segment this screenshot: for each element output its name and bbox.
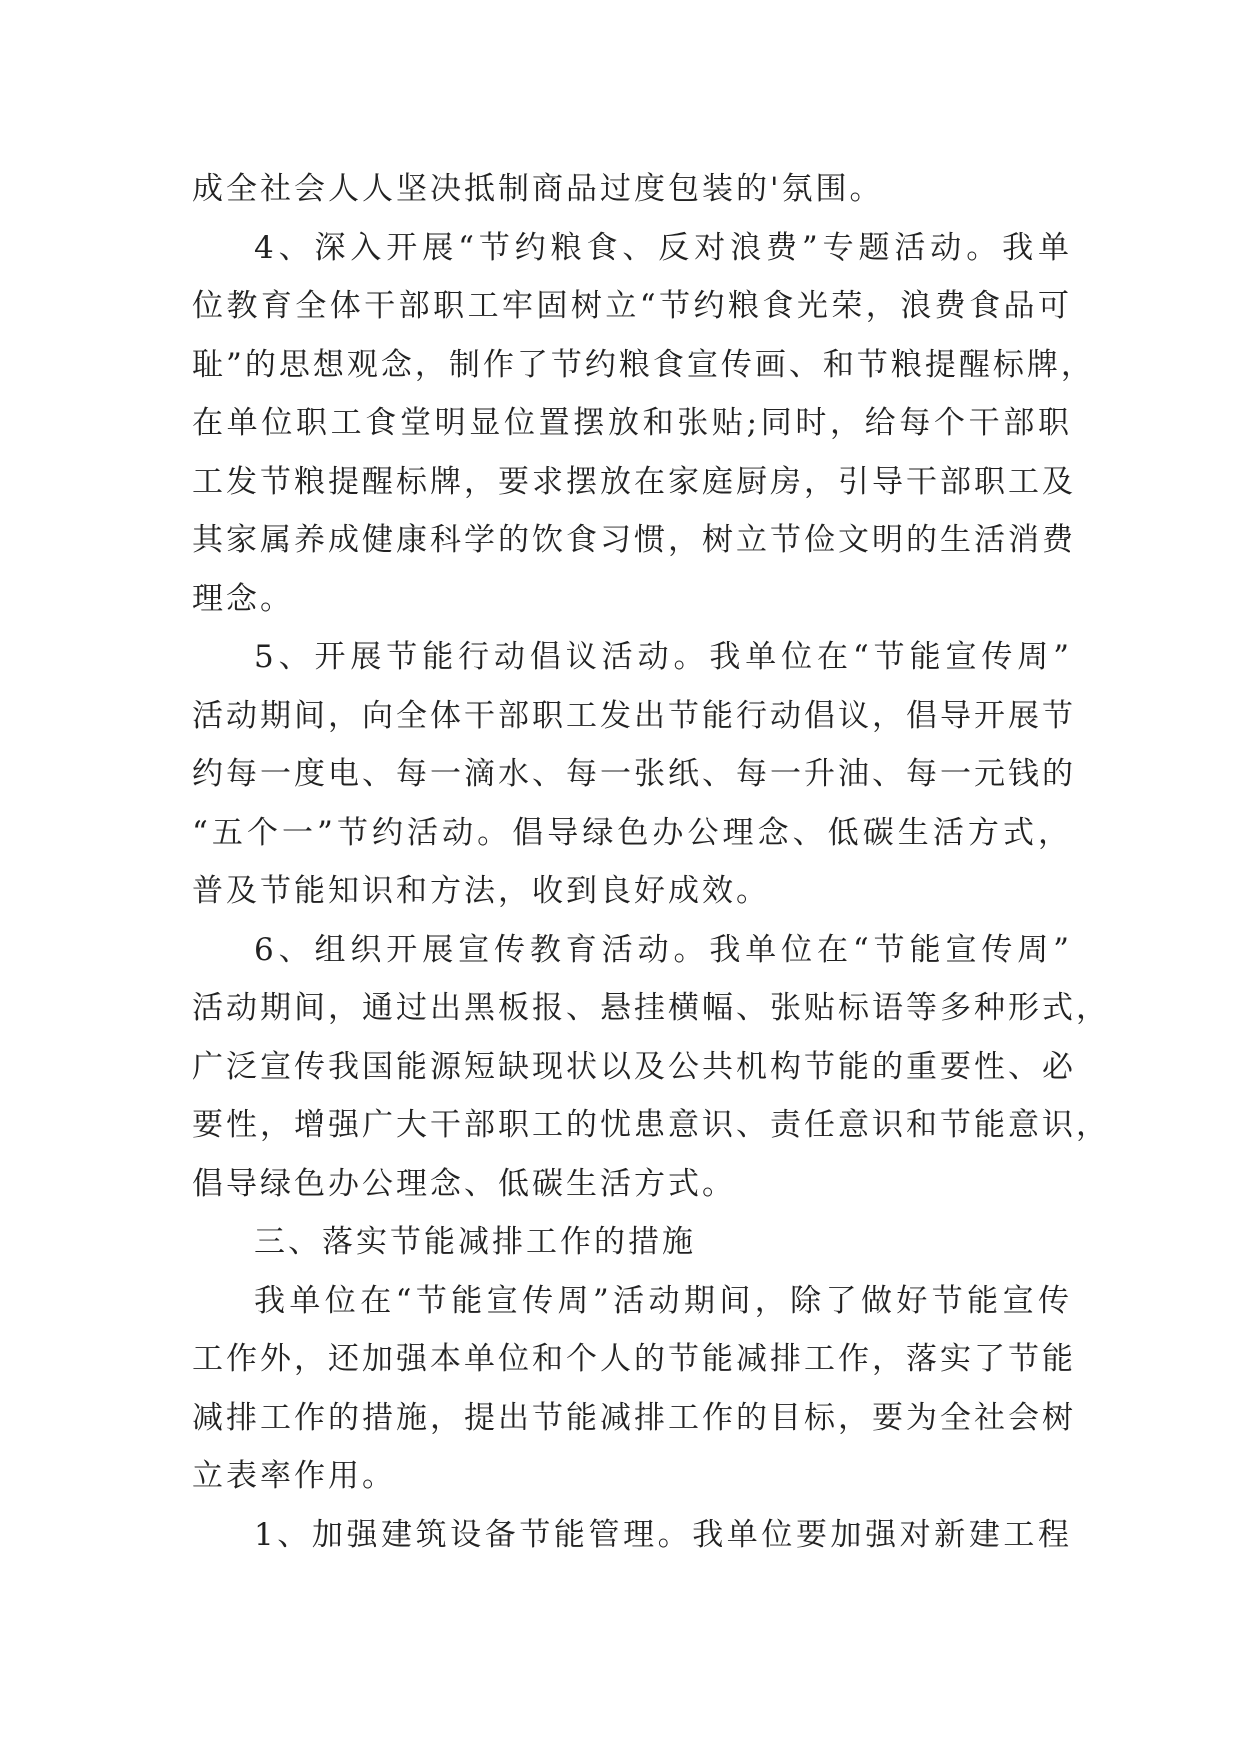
text-line: 活动期间，向全体干部职工发出节能行动倡议，倡导开展节 <box>192 697 1076 734</box>
text-line: 要性，增强广大干部职工的忧患意识、责任意识和节能意识， <box>192 1107 1110 1143</box>
text-line: 4、深入开展“节约粮食、反对浪费”专题活动。我单 <box>254 229 1072 266</box>
text-line: 活动期间，通过出黑板报、悬挂横幅、张贴标语等多种形式， <box>192 990 1110 1026</box>
text-line: 减排工作的措施，提出节能减排工作的目标，要为全社会树 <box>192 1399 1076 1436</box>
text-line: 工作外，还加强本单位和个人的节能减排工作，落实了节能 <box>192 1341 1076 1377</box>
document-body <box>192 160 1110 1564</box>
text-line: 工发节粮提醒标牌，要求摆放在家庭厨房，引导干部职工及 <box>192 463 1076 500</box>
text-line: 立表率作用。 <box>192 1458 396 1494</box>
text-line: 成全社会人人坚决抵制商品过度包装的'氛围。 <box>192 171 884 207</box>
text-line: 其家属养成健康科学的饮食习惯，树立节俭文明的生活消费 <box>192 522 1076 558</box>
text-line: 广泛宣传我国能源短缺现状以及公共机构节能的重要性、必 <box>192 1048 1076 1085</box>
text-line: “五个一”节约活动。倡导绿色办公理念、低碳生活方式， <box>192 814 1072 851</box>
text-line: 倡导绿色办公理念、低碳生活方式。 <box>192 1165 736 1202</box>
text-line: 普及节能知识和方法，收到良好成效。 <box>192 873 770 909</box>
text-line: 理念。 <box>192 580 294 617</box>
text-line: 6、组织开展宣传教育活动。我单位在“节能宣传周” <box>254 931 1072 968</box>
text-line: 耻”的思想观念，制作了节约粮食宣传画、和节粮提醒标牌， <box>192 346 1095 383</box>
text-line: 位教育全体干部职工牢固树立“节约粮食光荣，浪费食品可 <box>192 288 1072 324</box>
text-line: 5、开展节能行动倡议活动。我单位在“节能宣传周” <box>254 639 1072 675</box>
section-heading: 三、落实节能减排工作的措施 <box>254 1224 696 1260</box>
text-line: 1、加强建筑设备节能管理。我单位要加强对新建工程 <box>254 1516 1072 1553</box>
text-line: 我单位在“节能宣传周”活动期间，除了做好节能宣传 <box>254 1282 1072 1319</box>
text-line: 在单位职工食堂明显位置摆放和张贴;同时，给每个干部职 <box>192 405 1072 441</box>
text-line: 约每一度电、每一滴水、每一张纸、每一升油、每一元钱的 <box>192 756 1076 792</box>
